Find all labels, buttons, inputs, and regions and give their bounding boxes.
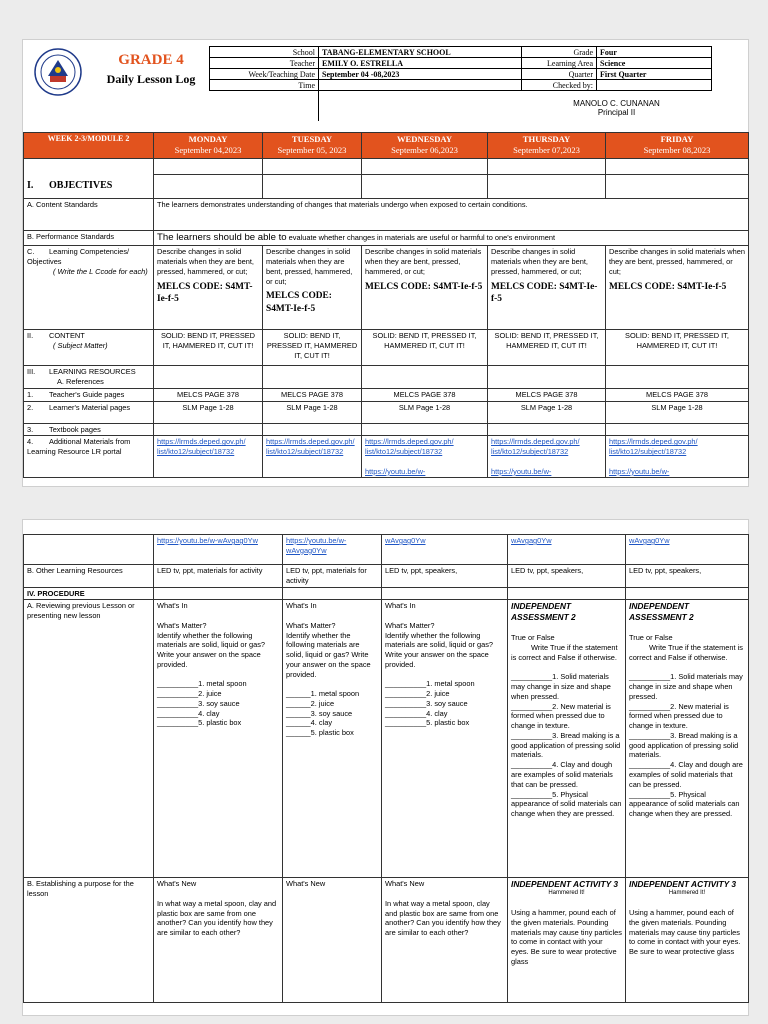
other-resources-label: B. Other Learning Resources [24,565,154,588]
content-standards-label: A. Content Standards [24,198,154,230]
other-thursday: LED tv, ppt, speakers, [508,565,626,588]
lesson-log-header [23,40,748,125]
grade-value: Four [597,47,712,58]
links-thursday [488,436,606,478]
lesson-log-table-1 [23,132,749,478]
youtube-link[interactable]: wAvgag0Yw [629,536,670,545]
purpose-wednesday: What's New In what way a metal spoon, clay and plastic box are same from one another? Can you identify how they are similar to each other? [382,878,508,1003]
area-value: Science [597,58,712,69]
tg-wednesday: MELCS PAGE 378 [362,388,488,401]
checker-signature [522,91,712,122]
review-friday: INDEPENDENT ASSESSMENT 2 True or False Write True if the statement is correct and False if otherwise. __________1. Solid materials may change in size and shape when pressed. __________2. New material is formed when pressed due to change in texture. __________3. Bread making is a good application of pressing solid materials. __________4. Clay and dough are examples of solid materials that can be pressed. __________5. Physical appearance of solid materials can change when they are pressed. [626,600,749,878]
checker-title: Principal II [597,108,636,117]
youtube-link[interactable]: https://youtu.be/w- [609,466,670,476]
checked-by-value [597,80,712,91]
competency-tuesday: Describe changes in solid materials when they are bent, pressed, hammered, or cut; MELCS CODE: S4MT-Ie-f-5 [263,246,362,330]
competency-friday: Describe changes in solid materials when they are bent, pressed, hammered, or cut; MELCS CODE: S4MT-Ie-f-5 [606,246,749,330]
review-monday: What's In What's Matter? Identify whether the following materials are solid, liquid or gas? Write your answer on the space provided. __________1. metal spoon __________2. juice __________3. soy sauce __________4. clay __________5. plastic box [154,600,283,878]
tg-tuesday: MELCS PAGE 378 [263,388,362,401]
lesson-log-table-2 [23,534,749,1003]
purpose-label: B. Establishing a purpose for the lesson [24,878,154,1003]
objectives-heading: I. OBJECTIVES [24,174,154,198]
review-thursday: INDEPENDENT ASSESSMENT 2 True or False Write True if the statement is correct and False if otherwise. __________1. Solid materials may change in size and shape when pressed. __________2. New material is formed when pressed due to change in texture. __________3. Bread making is a good application of pressing solid materials. __________4. Clay and dough are examples of solid materials that can be pressed. __________5. Physical appearance of solid materials can change when they are pressed. [508,600,626,878]
lrmds-link[interactable]: https://lrmds.deped.gov.ph/ list/kto12/subject/18732 [609,437,698,457]
lm-thursday: SLM Page 1-28 [488,401,606,423]
purpose-tuesday: What's New [283,878,382,1003]
content-wednesday: SOLID: BEND IT, PRESSED IT, HAMMERED IT, CUT IT! [362,330,488,366]
links-cont-thursday [508,535,626,565]
links-cont-wednesday [382,535,508,565]
lm-wednesday: SLM Page 1-28 [362,401,488,423]
links-monday [154,436,263,478]
grade-label: Grade [522,47,597,58]
log-title: Daily Lesson Log [106,72,196,86]
date-value: September 04 -08,2023 [319,69,522,80]
week-label: WEEK 2-3/MODULE 2 [24,133,154,159]
reviewing-lesson-label: A. Reviewing previous Lesson or presenting new lesson [24,600,154,878]
links-friday [606,436,749,478]
content-monday: SOLID: BEND IT, PRESSED IT, HAMMERED IT, CUT IT! [154,330,263,366]
purpose-thursday: INDEPENDENT ACTIVITY 3 Hammered It! Using a hammer, pound each of the given materials. Pounding materials may cause tiny particles to come in contact with your eyes. Be sure to wear protective glass [508,878,626,1003]
learning-resources-label: III. LEARNING RESOURCES A. References [24,366,154,389]
links-cont-tuesday [283,535,382,565]
deped-seal-icon [34,48,82,96]
youtube-link[interactable]: https://youtu.be/w-wAvgag0Yw [157,536,258,545]
school-info-table [209,46,712,121]
lm-friday: SLM Page 1-28 [606,401,749,423]
date-label: Week/Teaching Date [210,69,319,80]
checked-by-label: Checked by: [522,80,597,91]
links-wednesday [362,436,488,478]
learners-material-label: 2. Learner's Material pages [24,401,154,423]
youtube-link[interactable]: https://youtu.be/w- [365,466,426,476]
checker-name: MANOLO C. CUNANAN [573,99,660,108]
links-tuesday [263,436,362,478]
area-label: Learning Area [522,58,597,69]
lesson-log-page-1 [22,39,749,487]
tg-monday: MELCS PAGE 378 [154,388,263,401]
lrmds-link[interactable]: https://lrmds.deped.gov.ph/ list/kto12/subject/18732 [365,437,454,457]
other-friday: LED tv, ppt, speakers, [626,565,749,588]
day-monday: MONDAY September 04,2023 [154,133,263,159]
performance-standards-label: B. Performance Standards [24,230,154,246]
competency-thursday: Describe changes in solid materials when they are bent, pressed, hammered, or cut; MELCS CODE: S4MT-Ie-f-5 [488,246,606,330]
content-label: II. CONTENT ( Subject Matter) [24,330,154,366]
competency-wednesday: Describe changes in solid materials when they are bent, pressed, hammered, or cut; MELCS CODE: S4MT-Ie-f-5 [362,246,488,330]
competencies-label: C. Learning Competencies/ Objectives ( Write the L Ccode for each) [24,246,154,330]
other-wednesday: LED tv, ppt, speakers, [382,565,508,588]
school-label: School [210,47,319,58]
youtube-link[interactable]: https://youtu.be/w- wAvgag0Yw [286,536,347,555]
content-standards-text: The learners demonstrates understanding of changes that materials undergo when exposed to certain conditions. [154,198,749,230]
links-cont-friday [626,535,749,565]
review-wednesday: What's In What's Matter? Identify whether the following materials are solid, liquid or gas? Write your answer on the space provided. __________1. metal spoon __________2. juice __________3. soy sauce __________4. clay __________5. plastic box [382,600,508,878]
purpose-monday: What's New In what way a metal spoon, clay and plastic box are same from one another? Can you identify how they are similar to each other? [154,878,283,1003]
procedure-heading: IV. PROCEDURE [24,587,154,600]
links-cont-monday [154,535,283,565]
time-label: Time [210,80,319,91]
content-tuesday: SOLID: BEND IT, PRESSED IT, HAMMERED IT, CUT IT! [263,330,362,366]
additional-materials-label: 4. Additional Materials from Learning Resource LR portal [24,436,154,478]
youtube-link[interactable]: https://youtu.be/w- [491,466,552,476]
content-thursday: SOLID: BEND IT, PRESSED IT, HAMMERED IT, CUT IT! [488,330,606,366]
other-monday: LED tv, ppt, materials for activity [154,565,283,588]
lm-monday: SLM Page 1-28 [154,401,263,423]
day-tuesday: TUESDAY September 05, 2023 [263,133,362,159]
quarter-value: First Quarter [597,69,712,80]
youtube-link[interactable]: wAvgag0Yw [385,536,426,545]
lm-tuesday: SLM Page 1-28 [263,401,362,423]
day-wednesday: WEDNESDAY September 06,2023 [362,133,488,159]
competency-monday: Describe changes in solid materials when they are bent, pressed, hammered, or cut; MELCS CODE: S4MT-Ie-f-5 [154,246,263,330]
lesson-log-page-2 [22,519,749,1016]
time-value [319,80,522,91]
teacher-label: Teacher [210,58,319,69]
textbook-pages-label: 3. Textbook pages [24,423,154,436]
day-friday: FRIDAY September 08,2023 [606,133,749,159]
quarter-label: Quarter [522,69,597,80]
day-thursday: THURSDAY September 07,2023 [488,133,606,159]
teacher-value: EMILY O. ESTRELLA [319,58,522,69]
review-tuesday: What's In What's Matter? Identify whether the following materials are solid, liquid or gas? Write your answer on the space provided. ______1. metal spoon ______2. juice ______3. soy sauce ______4. clay ______5. plastic box [283,600,382,878]
school-value: TABANG-ELEMENTARY SCHOOL [319,47,522,58]
content-friday: SOLID: BEND IT, PRESSED IT, HAMMERED IT, CUT IT! [606,330,749,366]
performance-standards-text: The learners should be able to evaluate whether changes in materials are useful or harmful to one's environment [154,230,749,246]
lrmds-link[interactable]: https://lrmds.deped.gov.ph/ list/kto12/subject/18732 [491,437,580,457]
tg-friday: MELCS PAGE 378 [606,388,749,401]
purpose-friday: INDEPENDENT ACTIVITY 3 Hammered It! Using a hammer, pound each of the given materials. Pounding materials may cause tiny particles to come in contact with your eyes. Be sure to wear protective glass [626,878,749,1003]
lrmds-link[interactable]: https://lrmds.deped.gov.ph/ list/kto12/subject/18732 [266,437,355,457]
tg-thursday: MELCS PAGE 378 [488,388,606,401]
brand-block [91,52,211,87]
grade-title: GRADE 4 [118,52,184,68]
teachers-guide-label: 1. Teacher's Guide pages [24,388,154,401]
lrmds-link[interactable]: https://lrmds.deped.gov.ph/ list/kto12/subject/18732 [157,437,246,457]
other-tuesday: LED tv, ppt, materials for activity [283,565,382,588]
youtube-link[interactable]: wAvgag0Yw [511,536,552,545]
